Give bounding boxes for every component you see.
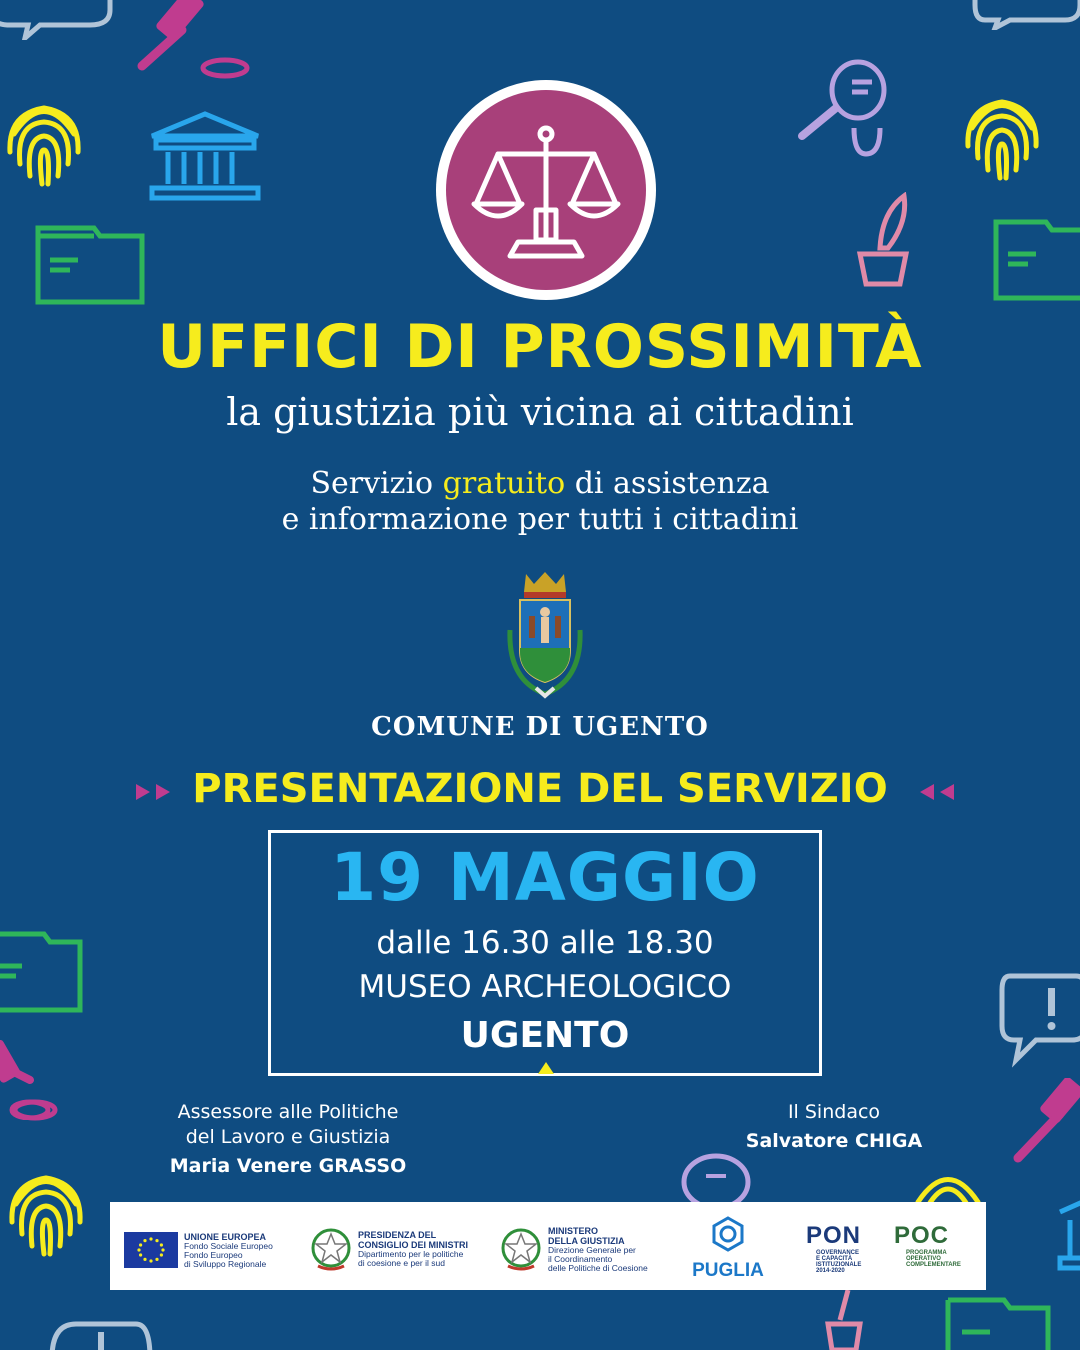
folder-icon <box>944 1296 1054 1350</box>
speech-bubble-icon <box>996 970 1080 1070</box>
folder-icon <box>0 930 84 1016</box>
pon-label: PON <box>806 1222 862 1249</box>
sindaco-signature <box>714 1100 954 1154</box>
eu-logo-text <box>184 1232 273 1269</box>
assessore-role-line2: del Lavoro e Giustizia <box>185 1126 391 1148</box>
eu-line: di Sviluppo Regionale <box>184 1259 267 1269</box>
page-subtitle: la giustizia più vicina ai cittadini <box>226 390 854 434</box>
eu-flag-icon <box>124 1232 178 1268</box>
speech-bubble-icon <box>0 0 120 40</box>
double-arrow-left-icon <box>912 782 958 802</box>
quill-pen-icon <box>852 192 916 290</box>
presidenza-title: CONSIGLIO DEI MINISTRI <box>358 1240 469 1250</box>
italian-emblem-icon <box>310 1226 352 1272</box>
ministero-title: MINISTERO <box>548 1226 599 1236</box>
magnifier-icon <box>676 1152 756 1208</box>
pointer-triangle-icon <box>536 1060 556 1074</box>
puglia-label: PUGLIA <box>692 1260 764 1281</box>
fingerprint-icon <box>4 1164 88 1260</box>
service-text: Servizio <box>310 466 443 501</box>
eu-line: Fondo Europeo <box>184 1250 243 1260</box>
presidenza-line: di coesione e per il sud <box>358 1258 445 1268</box>
presidenza-title: PRESIDENZA DEL <box>358 1230 437 1240</box>
municipality-name: COMUNE DI UGENTO <box>371 712 709 742</box>
poc-label: POC <box>894 1222 950 1249</box>
service-description <box>0 466 1080 538</box>
ministero-line: Direzione Generale per <box>548 1245 636 1255</box>
event-venue: MUSEO ARCHEOLOGICO <box>358 969 732 1005</box>
poc-line: COMPLEMENTARE <box>906 1262 961 1268</box>
speech-bubble-icon <box>965 0 1080 30</box>
quill-pen-icon <box>820 1290 870 1350</box>
fingerprint-icon <box>2 94 86 190</box>
event-city: UGENTO <box>460 1015 630 1056</box>
puglia-logo-icon <box>710 1216 746 1254</box>
magnifier-icon <box>792 58 896 158</box>
event-date: 19 MAGGIO <box>330 839 760 916</box>
eu-line: Fondo Sociale Europeo <box>184 1241 273 1251</box>
page-title: UFFICI DI PROSSIMITÀ <box>157 312 923 382</box>
pon-line: ISTITUZIONALE <box>816 1262 862 1268</box>
courthouse-icon <box>1056 1192 1080 1272</box>
justice-emblem <box>436 80 656 300</box>
event-heading: PRESENTAZIONE DEL SERVIZIO <box>192 766 888 812</box>
speech-bubble-icon <box>46 1318 156 1350</box>
italian-emblem-icon <box>500 1226 542 1272</box>
ministero-title: DELLA GIUSTIZIA <box>548 1236 625 1246</box>
fingerprint-icon <box>960 88 1044 184</box>
folder-icon <box>992 218 1080 302</box>
event-time: dalle 16.30 alle 18.30 <box>376 925 714 961</box>
ministero-line: delle Politiche di Coesione <box>548 1263 648 1273</box>
service-description-line1 <box>0 466 1080 502</box>
assessore-role-line1: Assessore alle Politiche <box>177 1101 399 1123</box>
eu-title: UNIONE EUROPEA <box>184 1232 267 1242</box>
ministero-line: il Coordinamento <box>548 1254 613 1264</box>
partner-logos-bar <box>110 1202 986 1290</box>
assessore-signature <box>148 1100 428 1179</box>
assessore-name: Maria Venere GRASSO <box>169 1155 407 1177</box>
gavel-icon <box>10 1096 60 1122</box>
poc-line: PROGRAMMA <box>906 1250 947 1256</box>
service-highlight: gratuito <box>442 466 566 501</box>
pon-line: 2014-2020 <box>816 1268 845 1274</box>
scales-of-justice-icon <box>446 90 646 290</box>
presidenza-line: Dipartimento per le politiche <box>358 1249 464 1259</box>
gavel-icon <box>1010 1078 1080 1168</box>
courthouse-icon <box>146 110 264 202</box>
pon-text <box>816 1250 861 1274</box>
poc-text <box>906 1250 961 1268</box>
service-description-line2: e informazione per tutti i cittadini <box>281 502 799 537</box>
fingerprint-icon <box>906 1162 990 1206</box>
gavel-icon <box>130 0 260 80</box>
sindaco-name: Salvatore CHIGA <box>745 1130 923 1152</box>
coat-of-arms-icon <box>500 570 590 702</box>
presidenza-logo-text <box>358 1230 468 1268</box>
pon-line: E CAPACITÀ <box>816 1256 853 1262</box>
poc-line: OPERATIVO <box>906 1256 941 1262</box>
ministero-logo-text <box>548 1226 648 1273</box>
sindaco-role: Il Sindaco <box>787 1101 881 1123</box>
event-details-box <box>268 830 822 1076</box>
folder-icon <box>34 224 146 306</box>
pon-line: GOVERNANCE <box>816 1250 860 1256</box>
service-text: di assistenza <box>565 466 770 501</box>
